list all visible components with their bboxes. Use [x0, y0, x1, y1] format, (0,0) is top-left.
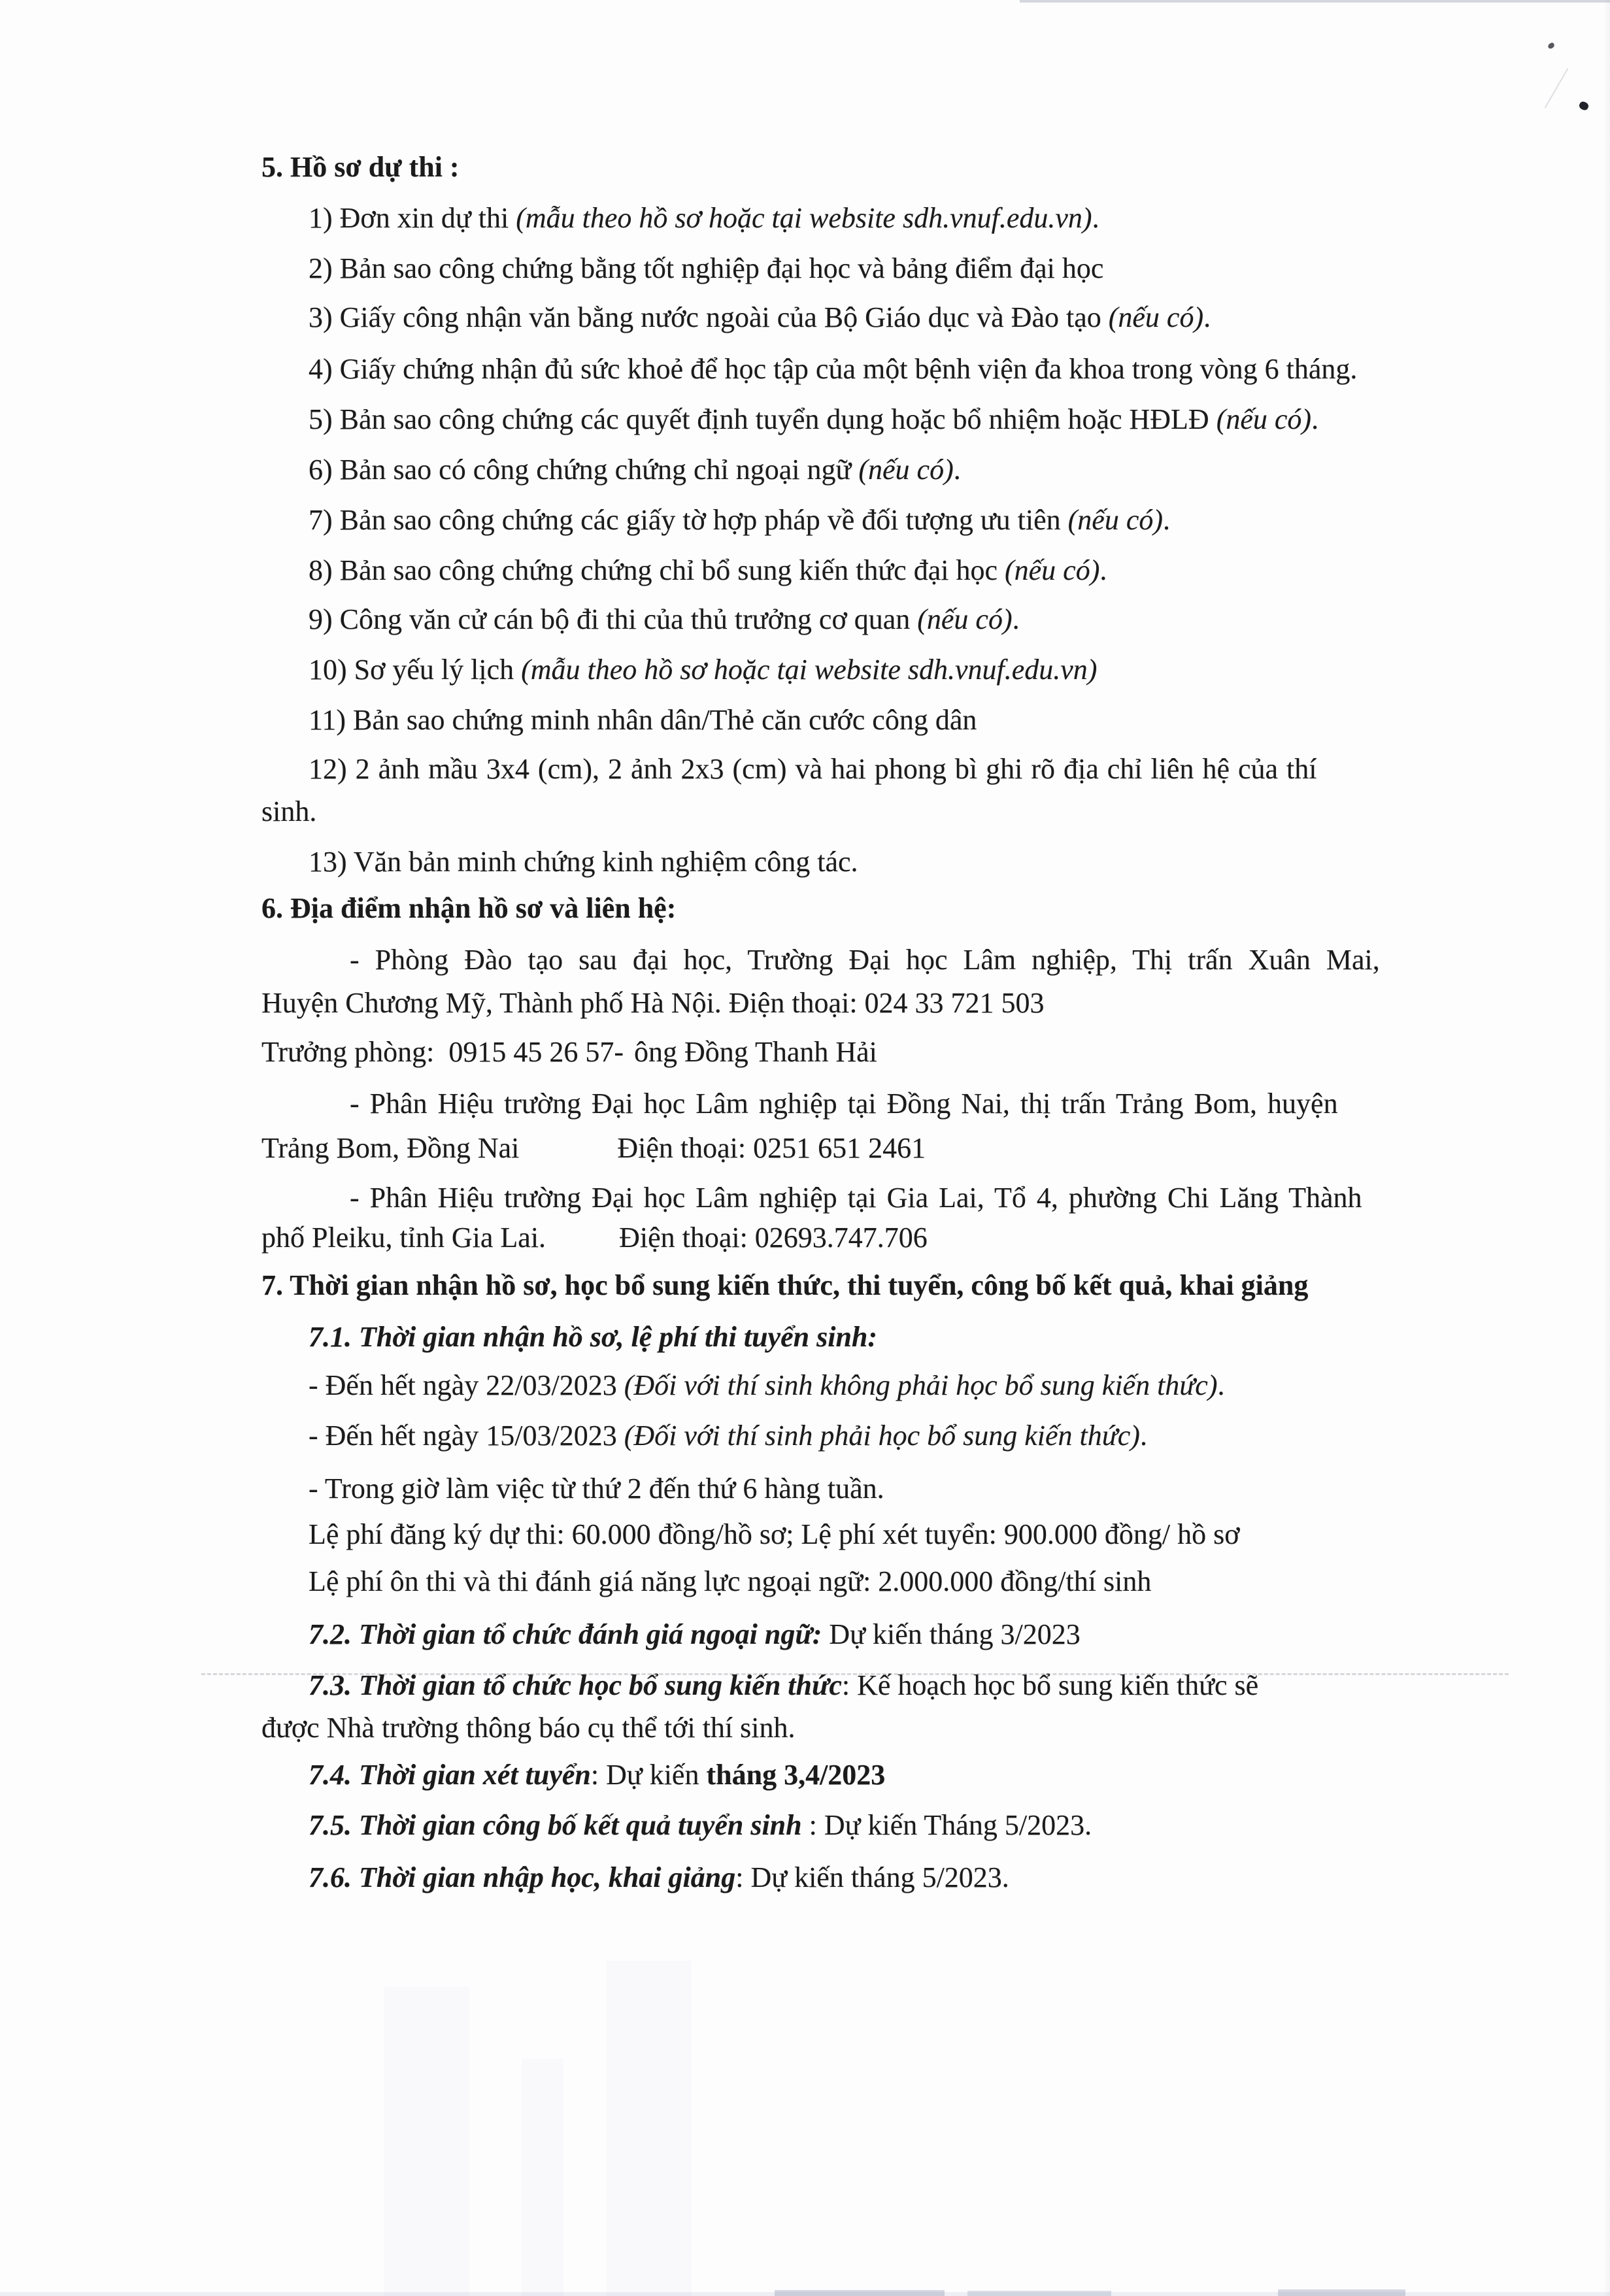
item-2: [309, 250, 1103, 286]
scan-bottom-blot: [775, 2290, 945, 2296]
text-run: .: [953, 454, 961, 486]
text-run: (nếu có): [858, 454, 954, 486]
text-run: phố Pleiku, tỉnh Gia Lai.: [261, 1222, 546, 1254]
text-run: Lệ phí đăng ký dự thi: 60.000 đồng/hồ sơ; Lệ phí xét tuyển: 900.000 đồng/ hồ sơ: [309, 1518, 1240, 1550]
scan-streak: [384, 1987, 469, 2296]
text-run: (nếu có): [1108, 301, 1204, 333]
text-run: : Dự kiến Tháng 5/2023.: [801, 1809, 1092, 1841]
scan-streak: [522, 2059, 563, 2296]
text-run: Lệ phí ôn thi và thi đánh giá năng lực ngoại ngữ: 2.000.000 đồng/thí sinh: [309, 1565, 1152, 1597]
text-run: 9) Công văn cử cán bộ đi thi của thủ trưởng cơ quan: [309, 603, 918, 635]
item-12: [309, 751, 1317, 787]
section-7-5: [309, 1807, 1092, 1843]
item-3: [309, 299, 1211, 335]
text-run: .: [1163, 504, 1171, 536]
item-12-continuation: [261, 793, 316, 829]
text-run: 4) Giấy chứng nhận đủ sức khoẻ để học tập của một bệnh viện đa khoa trong vòng 6 tháng.: [309, 353, 1358, 385]
text-run: 10) Sơ yếu lý lịch: [309, 654, 522, 686]
scan-right-edge-shade: [1603, 0, 1610, 2296]
text-run: Điện thoại: 02693.747.706: [619, 1222, 928, 1254]
scan-speck-small: [1547, 42, 1555, 49]
item-5: [309, 401, 1318, 437]
text-run: 7. Thời gian nhận hồ sơ, học bổ sung kiến thức, thi tuyển, công bố kết quả, khai giảng: [261, 1269, 1309, 1301]
section-7-heading: [261, 1267, 1308, 1303]
scan-streak: [607, 1961, 692, 2296]
text-run: 1) Đơn xin dự thi: [309, 202, 516, 234]
item-4: [309, 351, 1357, 387]
text-run: sinh.: [261, 795, 317, 827]
scan-bottom-edge-line: [0, 2292, 1610, 2296]
deadline-15-03: [309, 1418, 1147, 1454]
text-run: (mẫu theo hồ sơ hoặc tại website sdh.vnuf.edu.vn): [521, 654, 1098, 686]
text-run: tháng 3,4/2023: [706, 1759, 886, 1791]
text-run: : Dự kiến tháng 5/2023.: [735, 1861, 1009, 1893]
text-run: Huyện Chương Mỹ, Thành phố Hà Nội. Điện thoại: 024 33 721 503: [261, 987, 1045, 1019]
text-run: 7.2. Thời gian tổ chức đánh giá ngoại ngữ:: [309, 1618, 822, 1650]
text-run: 7.4. Thời gian xét tuyển: [309, 1759, 591, 1791]
text-run: .: [1139, 1420, 1147, 1452]
text-run: 11) Bản sao chứng minh nhân dân/Thẻ căn cước công dân: [309, 704, 977, 736]
section-7-2: [309, 1616, 1081, 1652]
text-run: 7.5. Thời gian công bố kết quả tuyển sinh: [309, 1809, 802, 1841]
text-run: : Dự kiến: [590, 1759, 707, 1791]
text-run: 3) Giấy công nhận văn bằng nước ngoài của Bộ Giáo dục và Đào tạo: [309, 301, 1109, 333]
item-7: [309, 502, 1170, 538]
text-run: Dự kiến tháng 3/2023: [822, 1618, 1081, 1650]
text-run: .: [1099, 554, 1107, 586]
scan-bottom-blot: [1278, 2289, 1405, 2296]
text-run: (Đối với thí sinh không phải học bổ sung kiến thức): [624, 1369, 1218, 1401]
text-run: 5. Hồ sơ dự thi :: [261, 151, 460, 183]
scan-top-edge-line: [1020, 0, 1610, 3]
text-run: 7.6. Thời gian nhập học, khai giảng: [309, 1861, 736, 1893]
scan-speck-large: [1578, 100, 1590, 111]
text-run: 2) Bản sao công chứng bằng tốt nghiệp đại học và bảng điểm đại học: [309, 252, 1104, 284]
text-run: (mẫu theo hồ sơ hoặc tại website sdh.vnuf.edu.vn): [516, 202, 1092, 234]
text-run: (nếu có): [1004, 554, 1100, 586]
scan-bottom-blot: [967, 2291, 1111, 2296]
contact-dongnai-line-2: [261, 1130, 926, 1166]
section-7-6: [309, 1859, 1009, 1895]
contact-dongnai-line-1: [350, 1086, 1338, 1122]
text-run: - Đến hết ngày 22/03/2023: [309, 1369, 624, 1401]
section-7-4: [309, 1757, 885, 1793]
text-run: 7.1. Thời gian nhận hồ sơ, lệ phí thi tuyển sinh:: [309, 1321, 878, 1353]
fee-line-2: [309, 1563, 1151, 1599]
text-run: - Phân Hiệu trường Đại học Lâm nghiệp tại Gia Lai, Tổ 4, phường Chi Lăng Thành: [350, 1182, 1362, 1214]
fee-line-1: [309, 1516, 1240, 1552]
text-run: Điện thoại: 0251 651 2461: [617, 1132, 926, 1164]
contact-gialai-line-1: [350, 1180, 1362, 1216]
section-7-1-heading: [309, 1319, 877, 1355]
text-run: - Đến hết ngày 15/03/2023: [309, 1420, 624, 1452]
section-6-heading: [261, 890, 676, 926]
contact-hanoi-line-2: [261, 985, 1045, 1021]
text-run: Trảng Bom, Đồng Nai: [261, 1132, 520, 1164]
text-run: .: [1203, 301, 1211, 333]
scan-speck-hairline: [1545, 68, 1569, 108]
text-run: - Phòng Đào tạo sau đại học, Trường Đại học Lâm nghiệp, Thị trấn Xuân Mai,: [350, 944, 1380, 976]
text-run: 12) 2 ảnh mầu 3x4 (cm), 2 ảnh 2x3 (cm) và hai phong bì ghi rõ địa chỉ liên hệ của thí: [309, 753, 1317, 785]
section-7-3-continuation: [261, 1710, 796, 1746]
section-7-3: [309, 1667, 1258, 1703]
text-run: 7) Bản sao công chứng các giấy tờ hợp pháp về đối tượng ưu tiên: [309, 504, 1068, 536]
text-run: ông Đồng Thanh Hải: [633, 1036, 877, 1068]
text-run: (Đối với thí sinh phải học bổ sung kiến thức): [624, 1420, 1140, 1452]
text-run: 6. Địa điểm nhận hồ sơ và liên hệ:: [261, 892, 677, 924]
text-run: (nếu có): [917, 603, 1013, 635]
text-run: 5) Bản sao công chứng các quyết định tuyển dụng hoặc bổ nhiệm hoặc HĐLĐ: [309, 403, 1216, 435]
text-run: 13) Văn bản minh chứng kinh nghiệm công tác.: [309, 846, 858, 878]
working-hours: [309, 1471, 884, 1506]
text-run: (nếu có): [1216, 403, 1312, 435]
text-run: : Kế hoạch học bổ sung kiến thức sẽ: [841, 1669, 1259, 1701]
item-10: [309, 652, 1097, 688]
deadline-22-03: [309, 1367, 1224, 1403]
item-11: [309, 702, 977, 738]
contact-gialai-line-2: [261, 1220, 928, 1256]
text-run: được Nhà trường thông báo cụ thể tới thí sinh.: [261, 1712, 796, 1744]
section-5-heading: [261, 149, 460, 185]
text-run: Trưởng phòng:: [261, 1036, 435, 1068]
text-run: 0915 45 26 57-: [448, 1036, 624, 1068]
text-run: .: [1217, 1369, 1225, 1401]
text-run: - Trong giờ làm việc từ thứ 2 đến thứ 6 hàng tuần.: [309, 1472, 884, 1505]
text-run: 7.3. Thời gian tổ chức học bổ sung kiến thức: [309, 1669, 842, 1701]
text-run: .: [1311, 403, 1319, 435]
text-run: (nếu có): [1067, 504, 1164, 536]
contact-head-phone: [261, 1034, 877, 1070]
contact-hanoi-line-1: [350, 942, 1380, 978]
item-8: [309, 552, 1107, 588]
item-13: [309, 844, 858, 880]
text-run: .: [1012, 603, 1020, 635]
item-1: [309, 200, 1099, 236]
item-6: [309, 452, 961, 488]
text-run: 6) Bản sao có công chứng chứng chỉ ngoại ngữ: [309, 454, 859, 486]
text-run: .: [1092, 202, 1099, 234]
item-9: [309, 601, 1020, 637]
text-run: 8) Bản sao công chứng chứng chỉ bổ sung kiến thức đại học: [309, 554, 1005, 586]
text-run: - Phân Hiệu trường Đại học Lâm nghiệp tại Đồng Nai, thị trấn Trảng Bom, huyện: [350, 1088, 1338, 1120]
